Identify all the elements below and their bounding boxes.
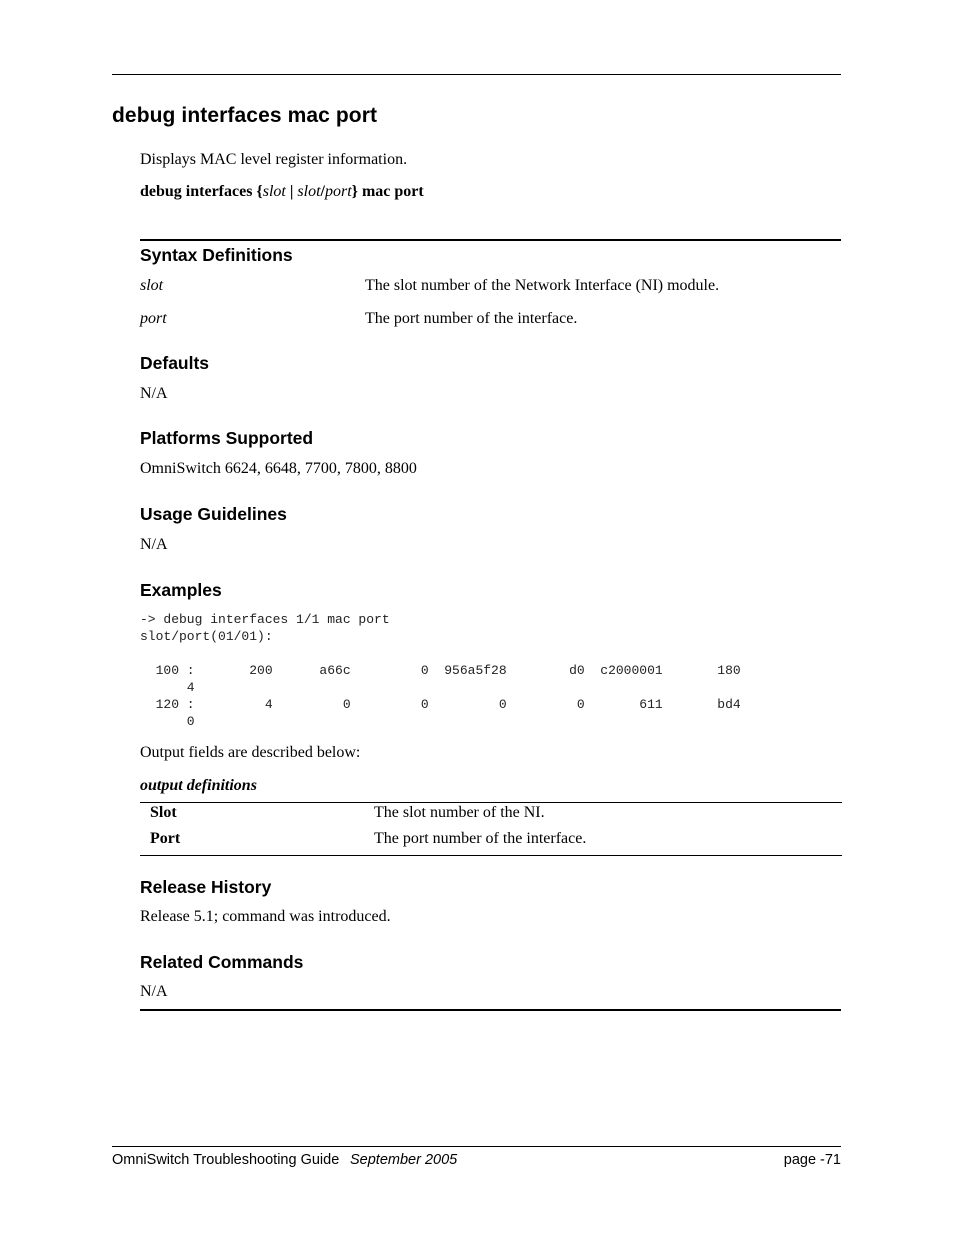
output-field-slot: Slot <box>150 804 177 821</box>
syntax-prefix: debug interfaces { <box>140 183 263 200</box>
command-description: Displays MAC level register information. <box>140 151 408 168</box>
related-commands-text: N/A <box>140 983 168 1000</box>
section-rule-bottom <box>140 1009 841 1011</box>
footer-page-number: page -71 <box>783 1152 841 1168</box>
usage-text: N/A <box>140 536 168 553</box>
platforms-text: OmniSwitch 6624, 6648, 7700, 7800, 8800 <box>140 460 417 477</box>
example-code-block: -> debug interfaces 1/1 mac port slot/port(01/01): 100 : 200 a66c 0 956a5f28 d0 c2000001 180 4 120 : 4 0 0 0 0 611 bd4 0 <box>140 612 741 729</box>
syntax-arg-slot: slot <box>262 183 286 200</box>
syntax-suffix: } mac port <box>351 183 424 200</box>
table-row <box>140 803 842 829</box>
heading-release-history: Release History <box>140 877 272 897</box>
output-field-port: Port <box>150 830 181 847</box>
syntax-arg-port: port <box>324 183 352 200</box>
defaults-text: N/A <box>140 385 168 402</box>
page-title: debug interfaces mac port <box>112 104 378 127</box>
footer-date: September 2005 <box>350 1152 458 1168</box>
heading-related-commands: Related Commands <box>140 952 304 972</box>
section-rule-top <box>140 239 841 241</box>
output-desc-slot: The slot number of the NI. <box>374 804 545 821</box>
syntax-slash: / <box>320 183 325 200</box>
syntax-arg-slot-2: slot <box>297 183 321 200</box>
output-desc-port: The port number of the interface. <box>374 830 587 847</box>
output-table-caption: output definitions <box>140 777 257 794</box>
top-rule <box>112 74 841 75</box>
release-history-text: Release 5.1; command was introduced. <box>140 908 391 925</box>
syntax-separator: | <box>285 183 298 200</box>
examples-after-text: Output fields are described below: <box>140 744 361 761</box>
table-row <box>140 829 842 855</box>
heading-syntax-definitions: Syntax Definitions <box>140 245 293 265</box>
output-definitions-table <box>140 802 842 856</box>
syntax-def-slot: The slot number of the Network Interface (NI) module. <box>365 277 720 294</box>
command-syntax <box>140 183 424 201</box>
footer-guide-title: OmniSwitch Troubleshooting Guide <box>112 1152 340 1168</box>
footer-rule <box>112 1146 841 1147</box>
heading-usage-guidelines: Usage Guidelines <box>140 504 287 524</box>
syntax-def-port: The port number of the interface. <box>365 310 578 327</box>
heading-examples: Examples <box>140 580 222 600</box>
syntax-term-port: port <box>140 310 167 327</box>
syntax-term-slot: slot <box>140 277 164 294</box>
heading-platforms-supported: Platforms Supported <box>140 428 314 448</box>
heading-defaults: Defaults <box>140 353 210 373</box>
